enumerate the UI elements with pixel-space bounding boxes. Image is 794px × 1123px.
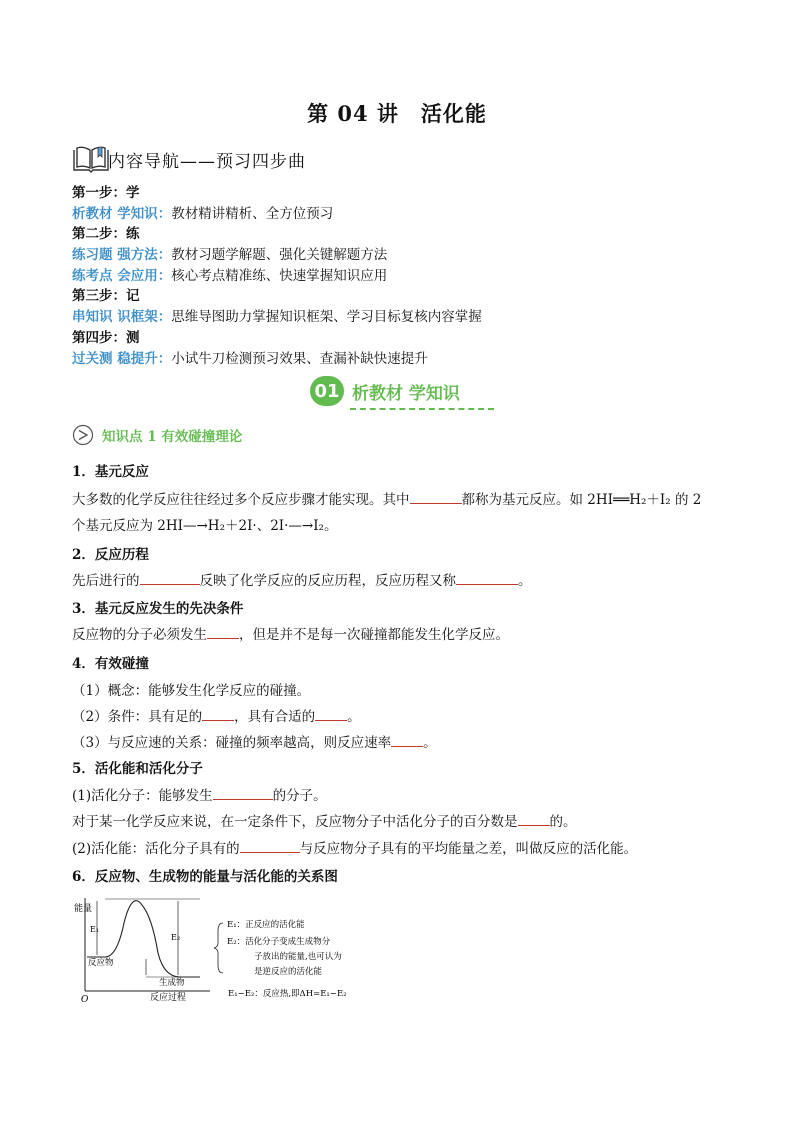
step-3-heading: 第三步：记 [72, 288, 140, 305]
section-underline [350, 408, 494, 410]
blank-5a[interactable] [213, 787, 273, 800]
para-1a: 大多数的化学反应往往经过多个反应步骤才能实现。其中 都称为基元反应。如 2HI══H₂＋I₂ 的 2 [72, 492, 702, 508]
blank-2b[interactable] [456, 572, 518, 585]
nav-banner [72, 145, 306, 173]
para-4c: （3）与反应速的关系：碰撞的频率越高，则反应速率 。 [72, 735, 437, 751]
heading-4: 4．有效碰撞 [72, 656, 149, 672]
knowledge-point-heading [72, 424, 242, 446]
step-1-heading: 第一步：学 [72, 185, 140, 201]
step-3-item: 串知识 识框架：思维导图助力掌握知识框架、学习目标复核内容掌握 [72, 309, 482, 326]
note-delta: E₁−E₂：反应热,即ΔH=E₁−E₂ [228, 989, 347, 999]
para-3: 反应物的分子必须发生 ，但是并不是每一次碰撞都能发生化学反应。 [72, 627, 509, 643]
reactant-label: 反应物 [88, 958, 114, 968]
energy-diagram [72, 893, 382, 1008]
step-1-item: 析教材 学知识：教材精讲精析、全方位预习 [72, 205, 334, 222]
blank-4a[interactable] [202, 708, 234, 721]
origin-label: O [81, 995, 89, 1005]
para-5c: (2)活化能：活化分子具有的 与反应物分子具有的平均能量之差，叫做反应的活化能。 [72, 841, 638, 857]
blank-1[interactable] [410, 491, 462, 504]
heading-6: 6．反应物、生成物的能量与活化能的关系图 [72, 869, 338, 885]
study-steps [72, 183, 712, 369]
step-2a-item: 练习题 强方法：教材习题学解题、强化关键解题方法 [72, 247, 388, 264]
heading-5: 5．活化能和活化分子 [72, 761, 203, 777]
blank-3[interactable] [207, 626, 239, 639]
heading-3: 3．基元反应发生的先决条件 [72, 601, 244, 617]
blank-4c[interactable] [391, 734, 423, 747]
note-e2-line2: 子放出的能量,也可认为 [254, 952, 342, 962]
e1-label: E₁ [90, 925, 100, 934]
page-title: 第 04 讲 活化能 [307, 101, 487, 126]
blank-2a[interactable] [140, 572, 200, 585]
step-4-heading: 第四步：测 [72, 329, 140, 346]
x-axis-label: 反应过程 [150, 993, 187, 1003]
section-number: 01 [310, 376, 344, 406]
step-4-item: 过关测 稳提升：小试牛刀检测预习效果、查漏补缺快速提升 [72, 350, 428, 367]
para-2: 先后进行的 反映了化学反应的反应历程，反应历程又称 。 [72, 573, 532, 589]
e2-label: E₂ [171, 933, 181, 942]
step-2b-item: 练考点 会应用：核心考点精准练、快速掌握知识应用 [72, 267, 388, 284]
para-1c: 个基元反应为 2HI—→H₂＋2I·、2I·—→I₂。 [72, 518, 338, 534]
product-label: 生成物 [159, 978, 185, 988]
blank-5c[interactable] [240, 840, 300, 853]
note-e2-line1: E₂：活化分子变成生成物分 [227, 937, 331, 947]
note-e2-line3: 是逆反应的活化能 [254, 967, 323, 977]
brace [214, 923, 223, 973]
para-4a: （1）概念：能够发生化学反应的碰撞。 [72, 683, 311, 699]
step-2-heading: 第二步：练 [72, 226, 140, 243]
note-e1: E₁：正反应的活化能 [227, 920, 305, 930]
book-icon [72, 145, 110, 173]
heading-1: 1．基元反应 [72, 464, 149, 480]
section-title: 析教材 学知识 [352, 383, 460, 404]
heading-2: 2．反应历程 [72, 547, 149, 563]
nav-title: 内容导航——预习四步曲 [108, 151, 306, 172]
para-5a: (1)活化分子：能够发生 的分子。 [72, 788, 327, 804]
section-badge [310, 376, 460, 406]
para-4b: （2）条件：具有足的 ，具有合适的 。 [72, 709, 361, 725]
para-5b: 对于某一化学反应来说，在一定条件下，反应物分子中活化分子的百分数是 的。 [72, 814, 577, 830]
arrow-circle-icon [72, 424, 94, 446]
blank-4b[interactable] [315, 708, 347, 721]
y-axis-label: 能量 [74, 904, 93, 914]
blank-5b[interactable] [518, 813, 550, 826]
knowledge-point-title: 知识点 1 有效碰撞理论 [102, 429, 243, 445]
